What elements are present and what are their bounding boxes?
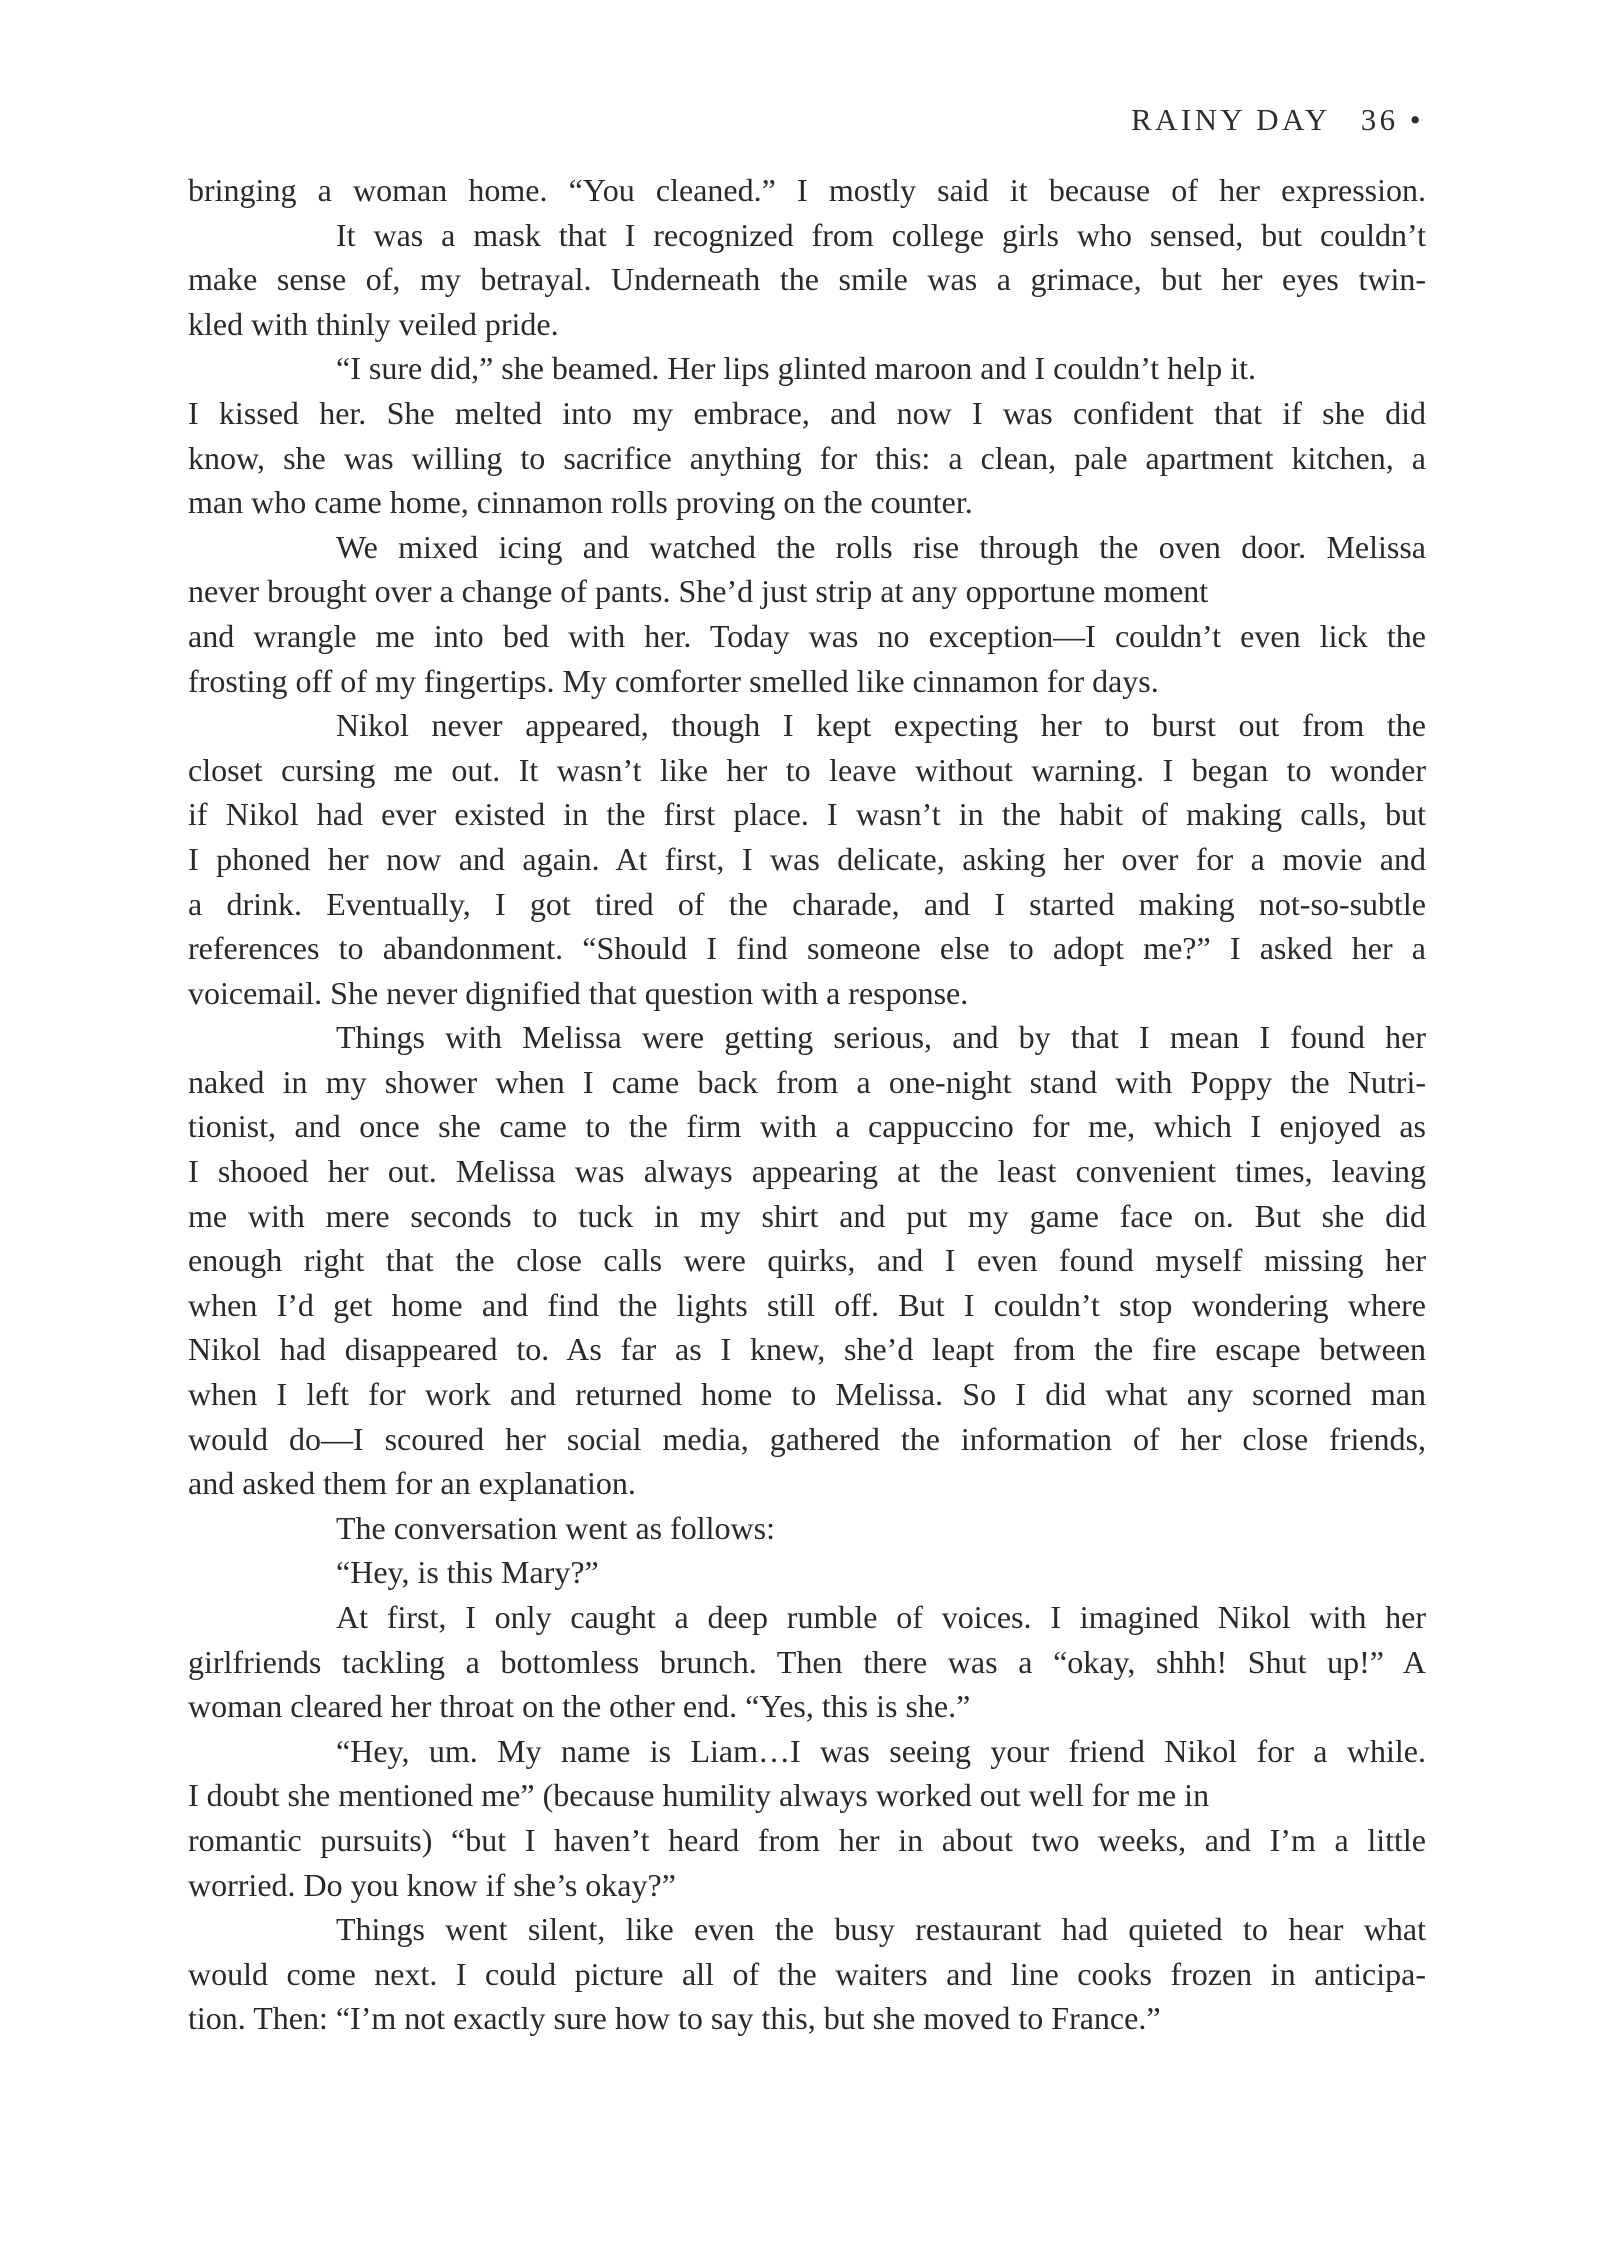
text-line: “Hey, um. My name is Liam…I was seeing your friend Nikol for a while. — [336, 1732, 1426, 1769]
page-number: 36 — [1360, 102, 1399, 137]
text-line: enough right that the close calls were quirks, and I even found myself missing her — [188, 1242, 1426, 1279]
text-line: girlfriends tackling a bottomless brunch. Then there was a “okay, shhh! Shut up!” A — [188, 1643, 1426, 1680]
text-line: “I sure did,” she beamed. Her lips glinted maroon and I couldn’t help it. — [336, 350, 1257, 387]
text-line: Things went silent, like even the busy restaurant had quieted to hear what — [336, 1911, 1426, 1948]
text-line: make sense of, my betrayal. Underneath the smile was a grimace, but her eyes twin- — [188, 261, 1426, 298]
text-line: bringing a woman home. “You cleaned.” I mostly said it because of her expression. — [188, 172, 1426, 208]
text-line: I shooed her out. Melissa was always appearing at the least convenient times, leaving — [188, 1153, 1426, 1190]
text-line: I phoned her now and again. At first, I was delicate, asking her over for a movie and — [188, 840, 1426, 877]
text-line: “Hey, is this Mary?” — [336, 1554, 599, 1591]
text-line: Things with Melissa were getting serious, and by that I mean I found her — [336, 1019, 1426, 1056]
text-line: closet cursing me out. It wasn’t like her to leave without warning. I began to wonder — [188, 751, 1426, 788]
running-header — [1131, 102, 1424, 138]
text-line: would do—I scoured her social media, gathered the information of her close friends, — [188, 1420, 1426, 1457]
text-line: It was a mask that I recognized from college girls who sensed, but couldn’t — [336, 216, 1426, 253]
text-line: would come next. I could picture all of the waiters and line cooks frozen in anticipa- — [188, 1955, 1426, 1992]
text-line: and asked them for an explanation. — [188, 1465, 636, 1502]
text-line: frosting off of my fingertips. My comforter smelled like cinnamon for days. — [188, 662, 1159, 699]
bullet-glyph: • — [1409, 102, 1424, 137]
text-line: The conversation went as follows: — [336, 1509, 775, 1546]
text-line: romantic pursuits) “but I haven’t heard from her in about two weeks, and I’m a little — [188, 1821, 1426, 1858]
text-line: and wrangle me into bed with her. Today was no exception—I couldn’t even lick the — [188, 617, 1426, 654]
text-line: me with mere seconds to tuck in my shirt and put my game face on. But she did — [188, 1197, 1426, 1234]
text-line: a drink. Eventually, I got tired of the charade, and I started making not-so-subtle — [188, 885, 1426, 922]
text-line: tionist, and once she came to the firm with a cappuccino for me, which I enjoyed as — [188, 1108, 1426, 1145]
text-line: man who came home, cinnamon rolls proving on the counter. — [188, 484, 973, 521]
text-line: I doubt she mentioned me” (because humility always worked out well for me in — [188, 1777, 1210, 1814]
text-line: We mixed icing and watched the rolls rise through the oven door. Melissa — [336, 528, 1426, 565]
text-line: I kissed her. She melted into my embrace, and now I was confident that if she did — [188, 394, 1426, 431]
text-line: naked in my shower when I came back from a one-night stand with Poppy the Nutri- — [188, 1063, 1426, 1100]
text-line: Nikol never appeared, though I kept expecting her to burst out from the — [336, 707, 1426, 744]
running-title: RAINY DAY — [1130, 102, 1331, 137]
text-line: woman cleared her throat on the other end. “Yes, this is she.” — [188, 1688, 971, 1725]
text-line: tion. Then: “I’m not exactly sure how to say this, but she moved to France.” — [188, 2000, 1161, 2037]
text-line: worried. Do you know if she’s okay?” — [188, 1866, 676, 1903]
text-line: when I’d get home and find the lights still off. But I couldn’t stop wondering where — [188, 1286, 1426, 1323]
text-line: At first, I only caught a deep rumble of voices. I imagined Nikol with her — [336, 1599, 1426, 1635]
text-line: if Nikol had ever existed in the first place. I wasn’t in the habit of making calls, but — [188, 796, 1426, 833]
text-line: kled with thinly veiled pride. — [188, 305, 559, 342]
text-line: voicemail. She never dignified that question with a response. — [188, 974, 969, 1011]
text-line: Nikol had disappeared to. As far as I knew, she’d leapt from the fire escape between — [188, 1331, 1426, 1368]
text-line: references to abandonment. “Should I find someone else to adopt me?” I asked her a — [188, 930, 1426, 967]
text-line: when I left for work and returned home to Melissa. So I did what any scorned man — [188, 1376, 1426, 1413]
body-text — [188, 168, 1426, 2041]
text-line: never brought over a change of pants. She’d just strip at any opportune moment — [188, 573, 1209, 610]
text-line: know, she was willing to sacrifice anything for this: a clean, pale apartment kitchen, a — [188, 439, 1426, 476]
